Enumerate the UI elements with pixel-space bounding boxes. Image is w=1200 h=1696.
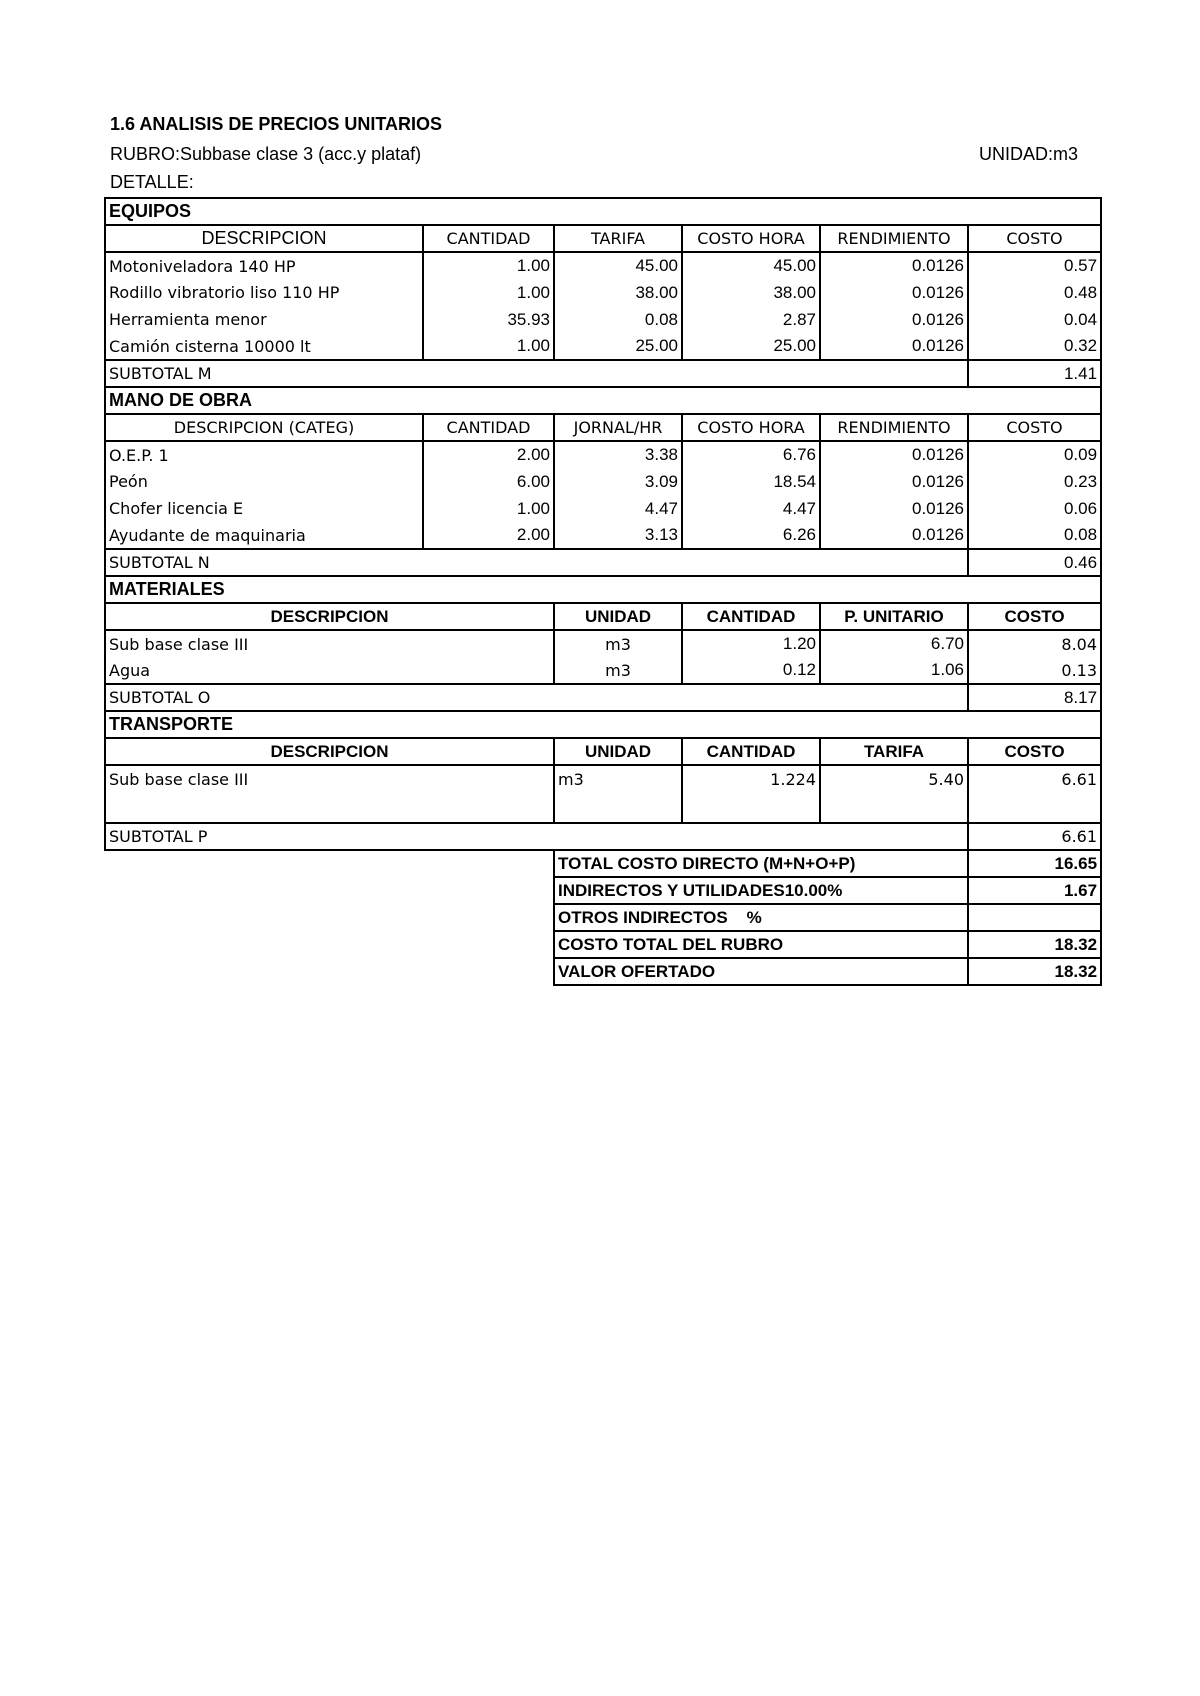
subtotal-value: 0.46 xyxy=(968,549,1101,576)
cell-descripcion: Peón xyxy=(105,468,423,495)
cell-tarifa: 0.08 xyxy=(554,306,682,333)
cell-cantidad: 2.00 xyxy=(423,522,554,549)
cell-descripcion: Rodillo vibratorio liso 110 HP xyxy=(105,279,423,306)
total-row xyxy=(105,877,1101,904)
cell-descripcion: Camión cisterna 10000 lt xyxy=(105,333,423,360)
col-header-rendimiento: RENDIMIENTO xyxy=(820,414,968,441)
mano-obra-header-row xyxy=(105,414,1101,441)
cell-tarifa: 25.00 xyxy=(554,333,682,360)
table-row xyxy=(105,279,1101,306)
total-row xyxy=(105,958,1101,985)
cell-costo: 0.57 xyxy=(968,252,1101,279)
cell-rendimiento: 0.0126 xyxy=(820,333,968,360)
unidad-label: UNIDAD:m3 xyxy=(979,144,1079,164)
col-header-p-unitario: P. UNITARIO xyxy=(820,603,968,630)
table-row xyxy=(105,657,1101,684)
subtotal-label: SUBTOTAL O xyxy=(105,684,968,711)
section-header-mano-de-obra xyxy=(105,387,1101,414)
cell-cantidad: 1.00 xyxy=(423,252,554,279)
section-header-transporte xyxy=(105,711,1101,738)
cell-costo-hora: 18.54 xyxy=(682,468,820,495)
cell-descripcion: O.E.P. 1 xyxy=(105,441,423,468)
cell-cantidad: 2.00 xyxy=(423,441,554,468)
subtotal-label: SUBTOTAL N xyxy=(105,549,968,576)
cell-costo-hora: 38.00 xyxy=(682,279,820,306)
cell-costo-hora: 45.00 xyxy=(682,252,820,279)
cell-costo: 0.23 xyxy=(968,468,1101,495)
subtotal-row xyxy=(105,823,1101,850)
cell-descripcion: Motoniveladora 140 HP xyxy=(105,252,423,279)
col-header-costo: COSTO xyxy=(968,738,1101,765)
total-value: 16.65 xyxy=(968,850,1101,877)
cell-cantidad: 1.20 xyxy=(682,630,820,657)
cell-jornal: 3.09 xyxy=(554,468,682,495)
subtotal-value: 6.61 xyxy=(968,823,1101,850)
col-header-jornal-hr: JORNAL/HR xyxy=(554,414,682,441)
cell-costo: 6.61 xyxy=(968,765,1101,823)
subtotal-row xyxy=(105,549,1101,576)
cell-tarifa: 38.00 xyxy=(554,279,682,306)
cell-rendimiento: 0.0126 xyxy=(820,279,968,306)
total-row xyxy=(105,931,1101,958)
total-label: TOTAL COSTO DIRECTO (M+N+O+P) xyxy=(554,850,968,877)
col-header-unidad: UNIDAD xyxy=(554,738,682,765)
cell-rendimiento: 0.0126 xyxy=(820,468,968,495)
subtotal-row xyxy=(105,360,1101,387)
cell-tarifa: 5.40 xyxy=(820,765,968,823)
table-row xyxy=(105,630,1101,657)
cell-jornal: 3.38 xyxy=(554,441,682,468)
col-header-descripcion: DESCRIPCION xyxy=(105,738,554,765)
cell-cantidad: 1.00 xyxy=(423,495,554,522)
col-header-costo-hora: COSTO HORA xyxy=(682,414,820,441)
col-header-tarifa: TARIFA xyxy=(554,225,682,252)
cell-cantidad: 35.93 xyxy=(423,306,554,333)
price-analysis-table xyxy=(104,197,1102,986)
table-row xyxy=(105,468,1101,495)
cell-descripcion: Sub base clase III xyxy=(105,765,554,823)
subtotal-value: 8.17 xyxy=(968,684,1101,711)
cell-costo: 0.32 xyxy=(968,333,1101,360)
cell-costo: 0.06 xyxy=(968,495,1101,522)
cell-descripcion: Herramienta menor xyxy=(105,306,423,333)
cell-costo: 0.48 xyxy=(968,279,1101,306)
detalle-label: DETALLE: xyxy=(110,172,194,192)
col-header-tarifa: TARIFA xyxy=(820,738,968,765)
cell-costo-hora: 4.47 xyxy=(682,495,820,522)
table-row xyxy=(105,333,1101,360)
table-row xyxy=(105,252,1101,279)
subtotal-value: 1.41 xyxy=(968,360,1101,387)
cell-unidad: m3 xyxy=(554,765,682,823)
section-title: MANO DE OBRA xyxy=(105,387,1101,414)
rubro-label: RUBRO:Subbase clase 3 (acc.y plataf) xyxy=(110,144,422,164)
cell-p-unitario: 6.70 xyxy=(820,630,968,657)
col-header-rendimiento: RENDIMIENTO xyxy=(820,225,968,252)
cell-costo-hora: 25.00 xyxy=(682,333,820,360)
table-row xyxy=(105,765,1101,823)
col-header-cantidad: CANTIDAD xyxy=(682,603,820,630)
total-label: VALOR OFERTADO xyxy=(554,958,968,985)
subtotal-label: SUBTOTAL M xyxy=(105,360,968,387)
table-row xyxy=(105,306,1101,333)
cell-costo: 0.09 xyxy=(968,441,1101,468)
section-header-equipos xyxy=(105,198,1101,225)
cell-costo-hora: 6.26 xyxy=(682,522,820,549)
cell-costo-hora: 6.76 xyxy=(682,441,820,468)
page-title: 1.6 ANALISIS DE PRECIOS UNITARIOS xyxy=(110,114,443,134)
cell-cantidad: 0.12 xyxy=(682,657,820,684)
col-header-cantidad: CANTIDAD xyxy=(423,225,554,252)
cell-descripcion: Ayudante de maquinaria xyxy=(105,522,423,549)
cell-cantidad: 1.00 xyxy=(423,333,554,360)
col-header-costo: COSTO xyxy=(968,603,1101,630)
cell-unidad: m3 xyxy=(554,630,682,657)
cell-jornal: 3.13 xyxy=(554,522,682,549)
col-header-cantidad: CANTIDAD xyxy=(423,414,554,441)
cell-p-unitario: 1.06 xyxy=(820,657,968,684)
cell-rendimiento: 0.0126 xyxy=(820,522,968,549)
total-row xyxy=(105,904,1101,931)
cell-jornal: 4.47 xyxy=(554,495,682,522)
table-row xyxy=(105,495,1101,522)
total-value: 18.32 xyxy=(968,931,1101,958)
subtotal-row xyxy=(105,684,1101,711)
section-header-materiales xyxy=(105,576,1101,603)
total-value: 18.32 xyxy=(968,958,1101,985)
cell-cantidad: 1.00 xyxy=(423,279,554,306)
equipos-header-row xyxy=(105,225,1101,252)
total-value xyxy=(968,904,1101,931)
col-header-descripcion: DESCRIPCION xyxy=(105,603,554,630)
col-header-cantidad: CANTIDAD xyxy=(682,738,820,765)
materiales-header-row xyxy=(105,603,1101,630)
cell-descripcion: Agua xyxy=(105,657,554,684)
col-header-costo-hora: COSTO HORA xyxy=(682,225,820,252)
total-row xyxy=(105,850,1101,877)
total-label: COSTO TOTAL DEL RUBRO xyxy=(554,931,968,958)
cell-cantidad: 1.224 xyxy=(682,765,820,823)
section-title: TRANSPORTE xyxy=(105,711,1101,738)
col-header-costo: COSTO xyxy=(968,414,1101,441)
cell-costo-hora: 2.87 xyxy=(682,306,820,333)
cell-cantidad: 6.00 xyxy=(423,468,554,495)
section-title: MATERIALES xyxy=(105,576,1101,603)
total-label: INDIRECTOS Y UTILIDADES10.00% xyxy=(554,877,968,904)
cell-tarifa: 45.00 xyxy=(554,252,682,279)
cell-rendimiento: 0.0126 xyxy=(820,441,968,468)
section-title: EQUIPOS xyxy=(105,198,1101,225)
table-row xyxy=(105,522,1101,549)
table-row xyxy=(105,441,1101,468)
transporte-header-row xyxy=(105,738,1101,765)
subtotal-label: SUBTOTAL P xyxy=(105,823,968,850)
cell-descripcion: Sub base clase III xyxy=(105,630,554,657)
cell-rendimiento: 0.0126 xyxy=(820,306,968,333)
cell-descripcion: Chofer licencia E xyxy=(105,495,423,522)
col-header-descripcion: DESCRIPCION xyxy=(105,225,423,252)
cell-costo: 0.13 xyxy=(968,657,1101,684)
cell-unidad: m3 xyxy=(554,657,682,684)
cell-costo: 0.04 xyxy=(968,306,1101,333)
col-header-costo: COSTO xyxy=(968,225,1101,252)
cell-costo: 8.04 xyxy=(968,630,1101,657)
col-header-unidad: UNIDAD xyxy=(554,603,682,630)
col-header-descripcion-categ: DESCRIPCION (CATEG) xyxy=(105,414,423,441)
cell-costo: 0.08 xyxy=(968,522,1101,549)
cell-rendimiento: 0.0126 xyxy=(820,495,968,522)
total-label: OTROS INDIRECTOS % xyxy=(554,904,968,931)
cell-rendimiento: 0.0126 xyxy=(820,252,968,279)
total-value: 1.67 xyxy=(968,877,1101,904)
